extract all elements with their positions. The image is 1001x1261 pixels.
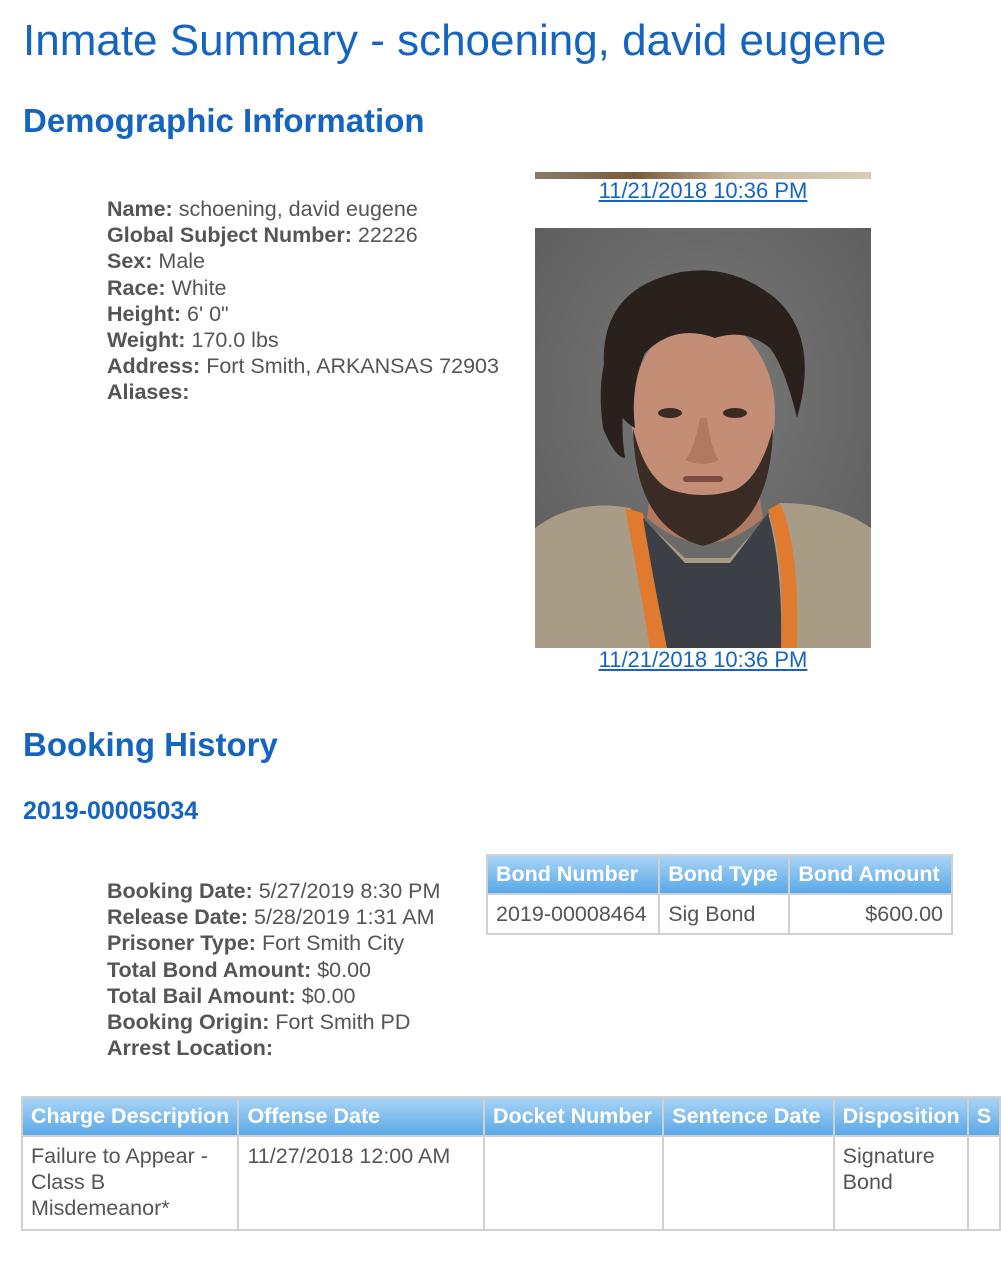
total-bail-row: Total Bail Amount: $0.00 — [107, 983, 356, 1008]
booking-date-row: Booking Date: 5/27/2019 8:30 PM — [107, 879, 441, 903]
docket-number-cell — [485, 1137, 662, 1229]
charges-table — [21, 1096, 1001, 1231]
demographic-heading: Demographic Information — [23, 102, 425, 139]
charges-table-header-row — [23, 1098, 999, 1135]
bond-number-cell: 2019-00008464 — [488, 895, 658, 933]
demographic-info — [107, 196, 499, 406]
total-bond-row: Total Bond Amount: $0.00 — [107, 957, 371, 982]
booking-history-heading: Booking History — [23, 726, 278, 763]
release-date-row: Release Date: 5/28/2019 1:31 AM — [107, 905, 435, 930]
photo-1-date-link[interactable]: 11/21/2018 10:36 PM — [598, 178, 808, 203]
charge-description-header: Charge Description — [23, 1098, 237, 1135]
prisoner-type-row: Prisoner Type: Fort Smith City — [107, 931, 405, 956]
photo-2-date-link[interactable]: 11/21/2018 10:36 PM — [598, 647, 808, 672]
table-row — [488, 895, 951, 933]
sentence-date-header: Sentence Date — [664, 1098, 832, 1135]
disposition-header: Disposition — [835, 1098, 967, 1135]
name-row: Name: schoening, david eugene — [107, 197, 418, 221]
truncated-cell — [969, 1137, 999, 1229]
bond-amount-header: Bond Amount — [790, 856, 951, 893]
weight-row: Weight: 170.0 lbs — [107, 328, 279, 353]
docket-number-header: Docket Number — [485, 1098, 662, 1135]
sentence-date-cell — [664, 1137, 832, 1229]
disposition-cell: Signature Bond — [835, 1137, 967, 1229]
sex-row: Sex: Male — [107, 249, 206, 274]
bond-number-header: Bond Number — [488, 856, 658, 893]
inmate-photo-2[interactable] — [535, 228, 871, 648]
bond-table-header-row — [488, 856, 951, 893]
booking-info — [107, 878, 440, 1061]
bond-amount-cell: $600.00 — [790, 895, 951, 933]
truncated-header: S — [969, 1098, 999, 1135]
charge-description-cell: Failure to Appear - Class B Misdemeanor* — [23, 1137, 237, 1229]
aliases-row: Aliases: — [107, 380, 190, 405]
offense-date-header: Offense Date — [239, 1098, 483, 1135]
height-row: Height: 6' 0" — [107, 301, 229, 326]
offense-date-cell: 11/27/2018 12:00 AM — [239, 1137, 483, 1229]
bond-type-header: Bond Type — [660, 856, 788, 893]
address-row: Address: Fort Smith, ARKANSAS 72903 — [107, 354, 499, 379]
table-row — [23, 1137, 999, 1229]
bond-table — [486, 854, 953, 935]
booking-number: 2019-00005034 — [23, 797, 199, 825]
booking-origin-row: Booking Origin: Fort Smith PD — [107, 1010, 411, 1035]
race-row: Race: White — [107, 275, 227, 300]
page-title: Inmate Summary - schoening, david eugene — [23, 16, 887, 65]
arrest-location-row: Arrest Location: — [107, 1036, 274, 1061]
subject-number-row: Global Subject Number: 22226 — [107, 223, 418, 248]
bond-type-cell: Sig Bond — [660, 895, 788, 933]
mugshot-image — [535, 228, 871, 648]
